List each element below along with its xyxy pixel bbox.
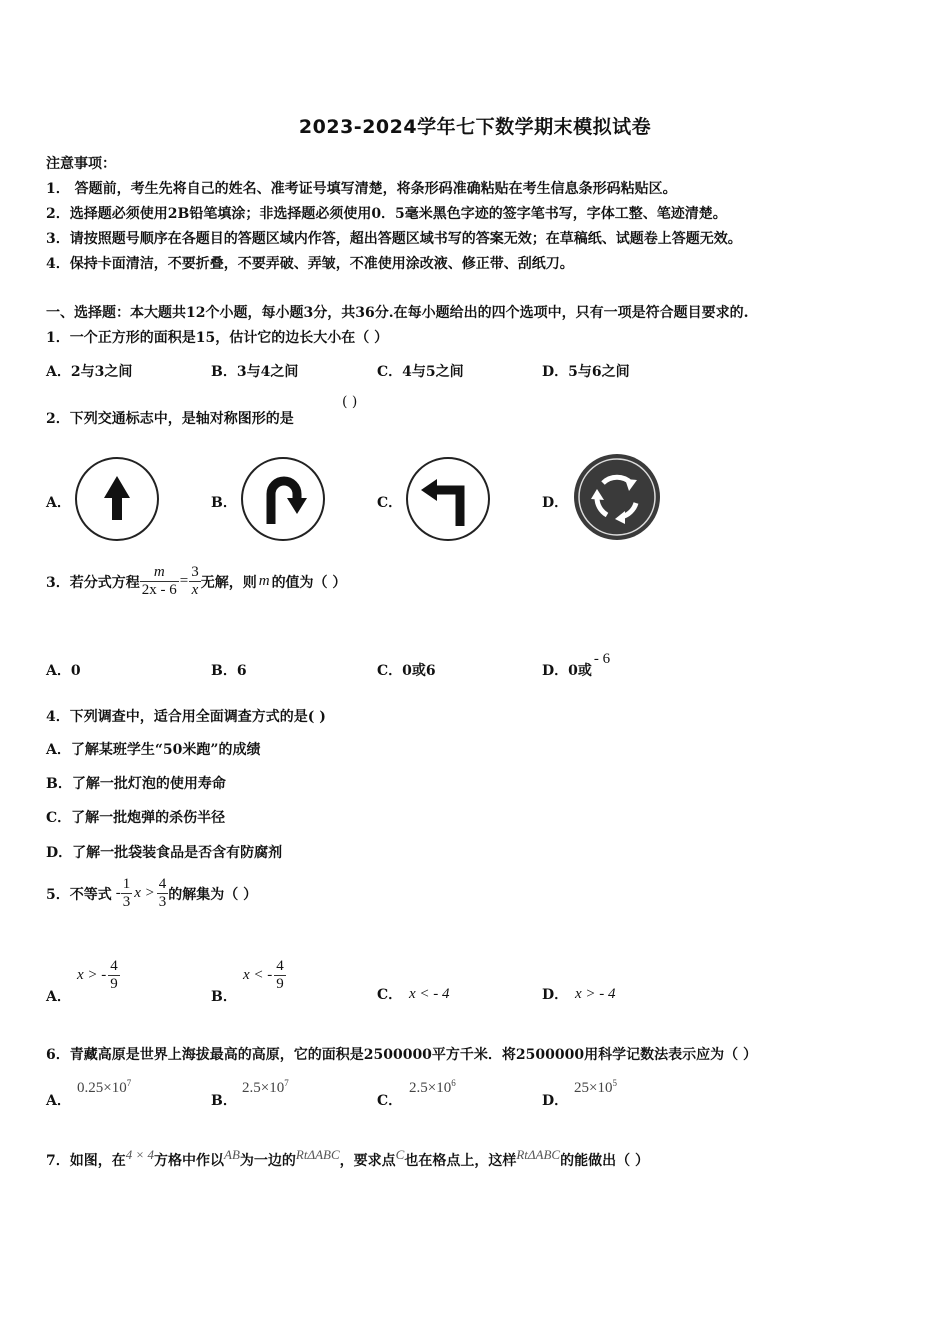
q5-optA-expr: x > - <box>77 967 107 983</box>
q5-fraction-2 <box>157 876 169 911</box>
q1-option-a: A．2与3之间 <box>46 364 133 380</box>
q5-mid: x > <box>134 885 155 901</box>
q6-optA-exp: 7 <box>126 1078 132 1088</box>
q7-math-triangle: RtΔABC <box>295 1147 340 1162</box>
q7-math-grid: 4 × 4 <box>125 1147 155 1162</box>
q5-label-d: D． <box>542 987 569 1003</box>
q5-option-d: x > - 4 <box>575 986 616 1002</box>
q5-f2-denominator: 3 <box>158 894 167 910</box>
q3-frac2-denominator: x <box>191 582 199 598</box>
question-4-stem: 4．下列调查中，适合用全面调查方式的是( ) <box>46 709 326 725</box>
q3-frac1-denominator: 2x - 6 <box>141 582 177 598</box>
q6-optC-base: 2.5×10 <box>409 1080 452 1096</box>
q7-math-triangle-2: RtΔABC <box>516 1147 561 1162</box>
q3-prefix: 3．若分式方程 <box>46 574 140 591</box>
q4-option-b: B．了解一批灯泡的使用寿命 <box>46 776 226 792</box>
roundabout-sign-icon <box>573 453 659 539</box>
q5-optB-expr: x < - <box>243 967 273 983</box>
q3-var: m <box>258 573 270 589</box>
q5-optB-denominator: 9 <box>276 976 284 992</box>
question-7-stem <box>46 1147 649 1170</box>
q6-optD-exp: 5 <box>612 1078 617 1088</box>
q5-prefix: 5．不等式 <box>46 886 112 903</box>
q6-label-b: B． <box>211 1093 237 1109</box>
q6-optB-base: 2.5×10 <box>242 1080 285 1096</box>
page-title: 2023-2024学年七下数学期末模拟试卷 <box>298 116 652 138</box>
notice-item: 4．保持卡面清洁，不要折叠，不要弄破、弄皱，不准使用涂改液、修正带、刮纸刀。 <box>46 256 574 272</box>
straight-arrow-sign-icon <box>74 456 160 542</box>
q3-frac1-numerator: m <box>140 564 179 582</box>
q2-label-b: B． <box>211 495 237 511</box>
q7-part-4: ，要求点 <box>339 1153 396 1169</box>
u-turn-sign-icon <box>240 456 326 542</box>
q4-option-a: A．了解某班学生“50米跑”的成绩 <box>46 742 261 758</box>
q3-option-d-value: - 6 <box>593 651 611 667</box>
q5-label-c: C． <box>377 987 403 1003</box>
q5-option-b <box>243 958 286 993</box>
q1-option-d: D．5与6之间 <box>542 364 630 380</box>
q7-math-ab: AB <box>224 1147 240 1162</box>
q3-suffix-1: 无解，则 <box>200 574 257 591</box>
q1-option-c: C．4与5之间 <box>377 364 464 380</box>
q5-f1-denominator: 3 <box>122 894 131 910</box>
question-3-stem <box>46 564 346 599</box>
q7-math-c: C <box>395 1147 405 1162</box>
q3-option-c: C．0或6 <box>377 663 436 679</box>
section-heading: 一、选择题：本大题共12个小题，每小题3分，共36分.在每小题给出的四个选项中，只有一项是符合题目要求的. <box>46 305 749 321</box>
q5-optB-numerator: 4 <box>276 958 284 974</box>
q6-label-a: A． <box>46 1093 71 1109</box>
q5-f1-numerator: 1 <box>122 876 131 892</box>
q7-part-2: 方格中作以 <box>154 1153 225 1169</box>
q3-suffix-2: 的值为（ ） <box>271 574 347 591</box>
q6-optC-exp: 6 <box>451 1078 456 1088</box>
q3-equals: = <box>179 573 189 589</box>
q6-label-d: D． <box>542 1093 569 1109</box>
q5-suffix: 的解集为（ ） <box>168 886 258 903</box>
q5-optA-denominator: 9 <box>110 976 118 992</box>
q5-fraction-1 <box>121 876 133 911</box>
q6-option-d <box>574 1078 617 1097</box>
q5-neg: - <box>115 885 121 901</box>
q2-label-c: C． <box>377 495 403 511</box>
q7-part-1: 7．如图，在 <box>46 1153 126 1169</box>
q6-label-c: C． <box>377 1093 403 1109</box>
q5-label-b: B． <box>211 989 237 1005</box>
q2-label-d: D． <box>542 495 569 511</box>
q7-part-3: 为一边的 <box>239 1153 296 1169</box>
notice-item: 1． 答题前，考生先将自己的姓名、准考证号填写清楚，将条形码准确粘贴在考生信息条形码粘贴区。 <box>46 181 677 197</box>
q7-part-5: 也在格点上，这样 <box>404 1153 517 1169</box>
q3-fraction-1 <box>140 564 179 599</box>
q3-option-a: A．0 <box>46 663 81 679</box>
question-5-stem <box>46 876 257 911</box>
q5-option-a <box>77 958 120 993</box>
q7-part-6: 的能做出（ ） <box>560 1153 649 1169</box>
notice-heading: 注意事项： <box>46 156 116 172</box>
q4-option-d: D．了解一批袋装食品是否含有防腐剂 <box>46 845 283 861</box>
question-6-stem: 6．青藏高原是世界上海拔最高的高原，它的面积是2500000平方千米．将2500000用科学记数法表示应为（ ） <box>46 1047 757 1063</box>
q6-optD-base: 25×10 <box>574 1080 613 1096</box>
q2-paren: ( ) <box>342 394 358 410</box>
q1-option-b: B．3与4之间 <box>211 364 299 380</box>
q6-option-b <box>242 1078 289 1097</box>
q6-optA-base: 0.25×10 <box>77 1080 127 1096</box>
q6-optB-exp: 7 <box>284 1078 289 1088</box>
q3-option-d <box>542 651 611 680</box>
q5-optB-fraction <box>274 958 286 993</box>
q5-label-a: A． <box>46 989 71 1005</box>
q3-fraction-2 <box>189 564 201 599</box>
q4-option-c: C．了解一批炮弹的杀伤半径 <box>46 810 226 826</box>
q6-option-a <box>77 1078 131 1097</box>
q5-optA-fraction <box>108 958 120 993</box>
q5-f2-numerator: 4 <box>158 876 167 892</box>
q5-optA-numerator: 4 <box>110 958 118 974</box>
notice-item: 2．选择题必须使用2B铅笔填涂；非选择题必须使用0．5毫米黑色字迹的签字笔书写，字体工整、笔迹清楚。 <box>46 206 727 222</box>
q6-option-c <box>409 1078 456 1097</box>
q2-label-a: A． <box>46 495 71 511</box>
q3-option-d-label: D．0或 <box>542 663 592 679</box>
q3-frac2-numerator: 3 <box>191 564 199 580</box>
question-2-stem: 2．下列交通标志中，是轴对称图形的是 <box>46 411 294 427</box>
q3-option-b: B．6 <box>211 663 247 679</box>
left-turn-sign-icon <box>405 456 491 542</box>
question-1-stem: 1．一个正方形的面积是15，估计它的边长大小在（ ） <box>46 330 389 346</box>
q5-option-c: x < - 4 <box>409 986 450 1002</box>
notice-item: 3．请按照题号顺序在各题目的答题区域内作答，超出答题区域书写的答案无效；在草稿纸、试题卷上答题无效。 <box>46 231 742 247</box>
